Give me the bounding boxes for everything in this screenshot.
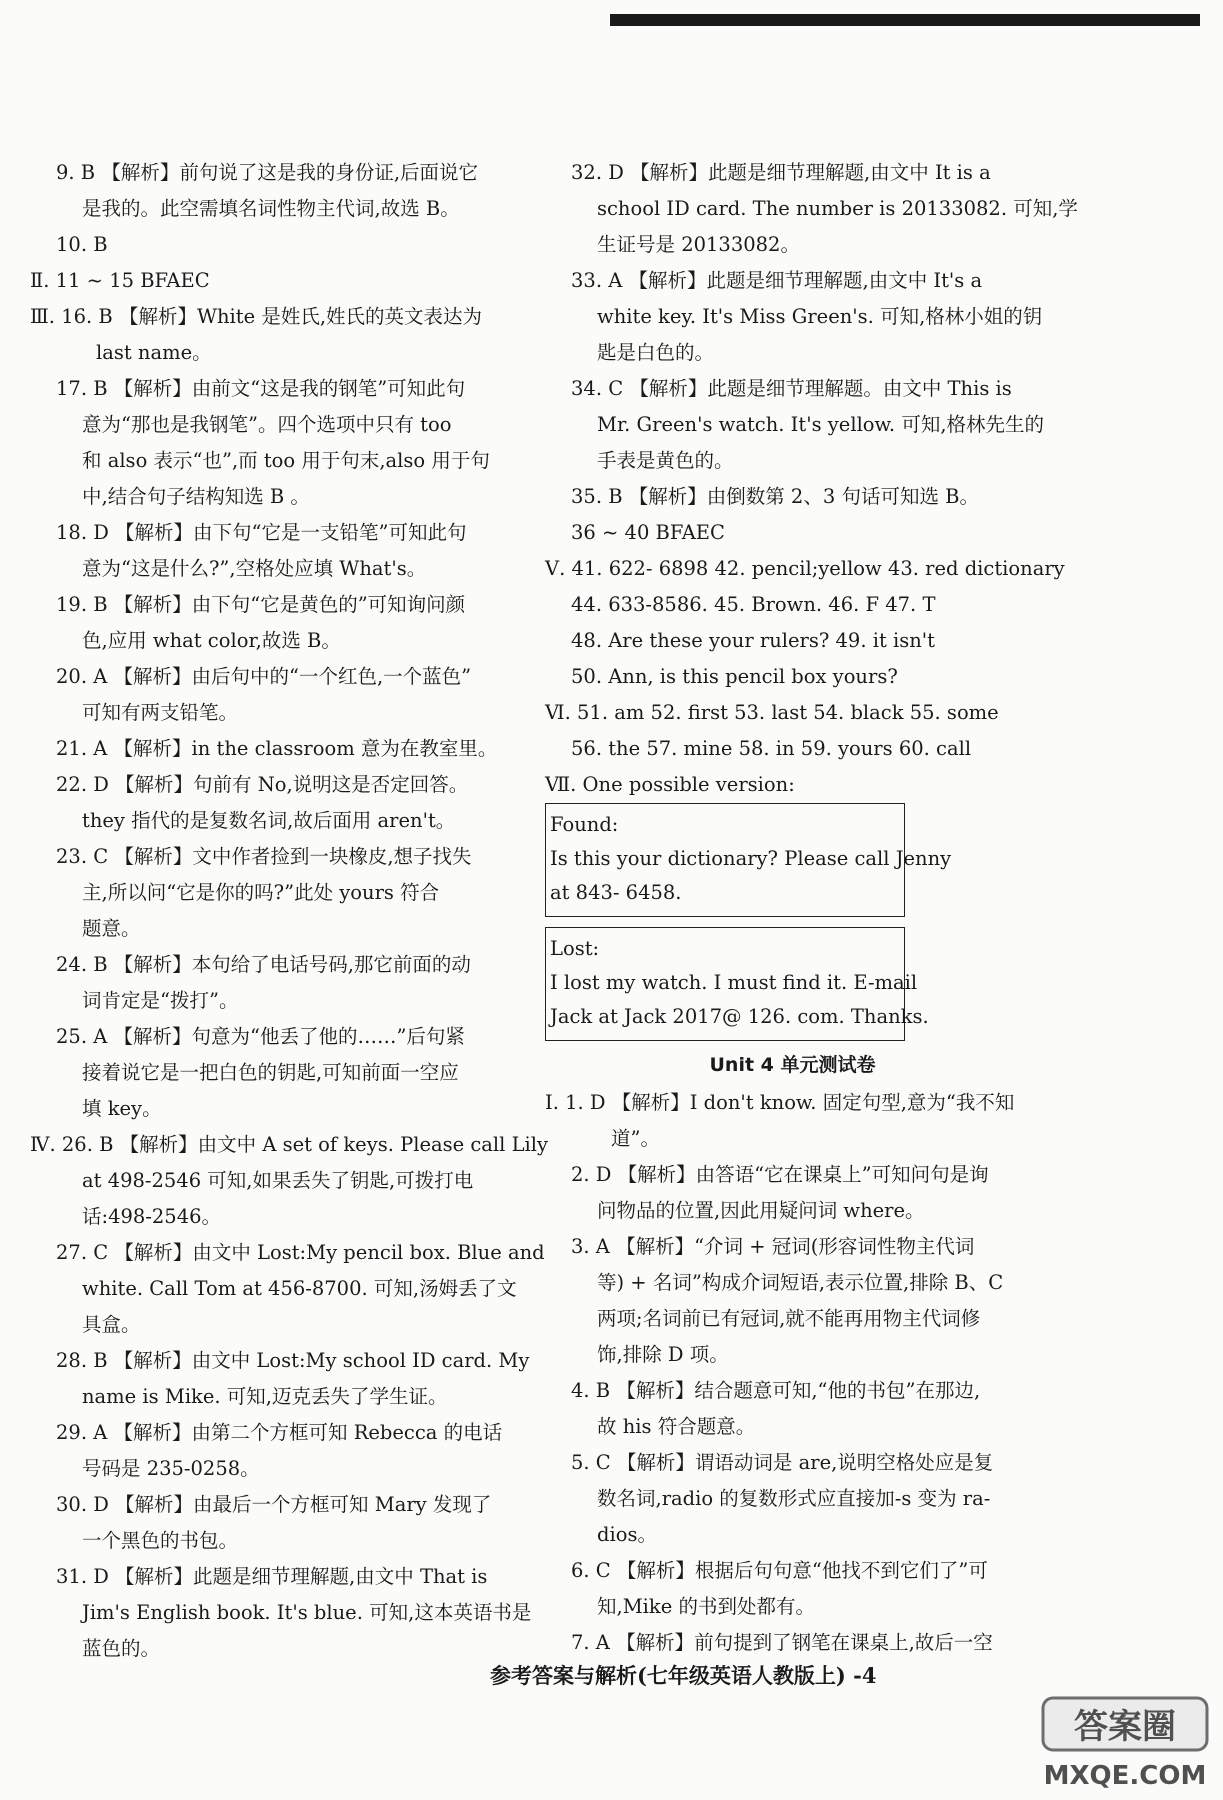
answer-line: name is Mike. 可知,迈克丢失了学生证。	[82, 1385, 448, 1408]
top-rule	[610, 14, 1200, 26]
answer-line: 号码是 235-0258。	[82, 1457, 260, 1480]
answer-line: 故 his 符合题意。	[597, 1415, 756, 1438]
answer-line: 28. B 【解析】由文中 Lost:My school ID card. My	[56, 1349, 530, 1372]
section-heading: Ⅶ. One possible version:	[545, 773, 795, 796]
lost-box-line: I lost my watch. I must find it. E-mail	[550, 971, 918, 994]
answer-line: 4. B 【解析】结合题意可知,“他的书包”在那边,	[571, 1379, 981, 1402]
lost-notice-box	[545, 927, 929, 1041]
answer-line: 生证号是 20133082。	[597, 233, 800, 256]
answer-line: 具盒。	[82, 1313, 141, 1336]
answer-line: 知,Mike 的书到处都有。	[597, 1595, 815, 1618]
answer-line: 48. Are these your rulers? 49. it isn't	[571, 629, 935, 652]
answer-line: 色,应用 what color,故选 B。	[82, 629, 341, 652]
answer-line: Jim's English book. It's blue. 可知,这本英语书是	[82, 1601, 532, 1624]
answer-line: 一个黑色的书包。	[82, 1529, 239, 1552]
answer-line: 19. B 【解析】由下句“它是黄色的”可知询问颜	[56, 593, 466, 616]
unit-title: Unit 4 单元测试卷	[709, 1054, 876, 1076]
answer-line: 和 also 表示“也”,而 too 用于句末,also 用于句	[82, 449, 490, 472]
section-heading: Ⅰ. 1. D 【解析】I don't know. 固定句型,意为“我不知	[545, 1091, 1015, 1114]
answer-line: 2. D 【解析】由答语“它在课桌上”可知问句是询	[571, 1163, 989, 1186]
answer-line: 5. C 【解析】谓语动词是 are,说明空格处应是复	[571, 1451, 994, 1474]
answer-line: 词肯定是“拨打”。	[82, 989, 239, 1012]
answer-line: 20. A 【解析】由后句中的“一个红色,一个蓝色”	[56, 665, 472, 688]
answer-line: 27. C 【解析】由文中 Lost:My pencil box. Blue and	[56, 1241, 545, 1264]
answer-line: 56. the 57. mine 58. in 59. yours 60. call	[571, 737, 972, 760]
answer-line: 蓝色的。	[82, 1637, 161, 1660]
answer-line: 24. B 【解析】本句给了电话号码,那它前面的动	[56, 953, 471, 976]
answer-line: 23. C 【解析】文中作者捡到一块橡皮,想子找失	[56, 845, 472, 868]
answer-line: 35. B 【解析】由倒数第 2、3 句话可知选 B。	[571, 485, 979, 508]
answer-line: school ID card. The number is 20133082. 可知,学	[597, 197, 1078, 220]
answer-line: 是我的。此空需填名词性物主代词,故选 B。	[82, 197, 460, 220]
section-heading: Ⅵ. 51. am 52. first 53. last 54. black 55. some	[545, 701, 999, 724]
answer-line: 主,所以问“它是你的吗?”此处 yours 符合	[82, 881, 440, 904]
answer-line: 手表是黄色的。	[597, 449, 734, 472]
answer-line: white key. It's Miss Green's. 可知,格林小姐的钥	[597, 305, 1043, 328]
answer-line: 饰,排除 D 项。	[597, 1343, 729, 1366]
watermark-logo	[1035, 1688, 1215, 1798]
answer-line: 17. B 【解析】由前文“这是我的钢笔”可知此句	[56, 377, 466, 400]
answer-line: 30. D 【解析】由最后一个方框可知 Mary 发现了	[56, 1493, 492, 1516]
found-box-line: at 843- 6458.	[550, 881, 682, 904]
answer-line: 33. A 【解析】此题是细节理解题,由文中 It's a	[571, 269, 983, 292]
lost-box-line: Jack at Jack 2017@ 126. com. Thanks.	[550, 1005, 929, 1028]
answer-line: 10. B	[56, 233, 108, 256]
watermark-top-text: 答案圈	[1074, 1707, 1176, 1747]
answer-line: 36 ~ 40 BFAEC	[571, 521, 725, 544]
answer-line: 25. A 【解析】句意为“他丢了他的……”后句紧	[56, 1025, 465, 1048]
section-heading: Ⅴ. 41. 622- 6898 42. pencil;yellow 43. red dictionary	[545, 557, 1065, 580]
answer-line: 意为“那也是我钢笔”。四个选项中只有 too	[82, 413, 452, 436]
answer-line: 9. B 【解析】前句说了这是我的身份证,后面说它	[56, 161, 479, 184]
answer-line: 接着说它是一把白色的钥匙,可知前面一空应	[82, 1061, 459, 1084]
answer-line: 数名词,radio 的复数形式应直接加-s 变为 ra-	[597, 1487, 991, 1510]
answer-line: 31. D 【解析】此题是细节理解题,由文中 That is	[56, 1565, 488, 1588]
answer-line: they 指代的是复数名词,故后面用 aren't。	[82, 809, 456, 832]
answer-line: 中,结合句子结构知选 B 。	[82, 485, 310, 508]
answer-line: 两项;名词前已有冠词,就不能再用物主代词修	[597, 1307, 981, 1330]
right-column	[545, 155, 1078, 1661]
answer-line: dios。	[597, 1523, 657, 1546]
found-box-line: Found:	[550, 813, 619, 836]
answer-line: 道”。	[611, 1127, 660, 1150]
section-heading: Ⅳ. 26. B 【解析】由文中 A set of keys. Please call Lily	[30, 1133, 549, 1156]
found-notice-box	[545, 803, 952, 917]
section-heading: Ⅱ. 11 ~ 15 BFAEC	[30, 269, 210, 292]
answer-line: 7. A 【解析】前句提到了钢笔在课桌上,故后一空	[571, 1631, 993, 1654]
answer-line: 话:498-2546。	[82, 1205, 222, 1228]
answer-line: 44. 633-8586. 45. Brown. 46. F 47. T	[571, 593, 936, 616]
answer-line: 问物品的位置,因此用疑问词 where。	[597, 1199, 925, 1222]
answer-line: 6. C 【解析】根据后句句意“他找不到它们了”可	[571, 1559, 988, 1582]
answer-line: last name。	[96, 341, 212, 364]
answer-line: Mr. Green's watch. It's yellow. 可知,格林先生的	[597, 413, 1045, 436]
watermark-bottom-text: MXQE.COM	[1043, 1761, 1207, 1791]
answer-line: 32. D 【解析】此题是细节理解题,由文中 It is a	[571, 161, 991, 184]
answer-line: 题意。	[82, 917, 141, 940]
answer-line: 21. A 【解析】in the classroom 意为在教室里。	[56, 737, 498, 760]
answer-line: 填 key。	[82, 1097, 162, 1120]
answer-line: 50. Ann, is this pencil box yours?	[571, 665, 898, 688]
answer-line: 29. A 【解析】由第二个方框可知 Rebecca 的电话	[56, 1421, 503, 1444]
answer-line: 3. A 【解析】“介词 + 冠词(形容词性物主代词	[571, 1235, 975, 1258]
lost-box-line: Lost:	[550, 937, 600, 960]
answer-line: 34. C 【解析】此题是细节理解题。由文中 This is	[571, 377, 1012, 400]
found-box-line: Is this your dictionary? Please call Jenny	[550, 847, 952, 870]
answer-line: at 498-2546 可知,如果丢失了钥匙,可拨打电	[82, 1169, 474, 1192]
page-footer: 参考答案与解析(七年级英语人教版上) -4	[490, 1663, 877, 1688]
answer-line: 意为“这是什么?”,空格处应填 What's。	[82, 557, 427, 580]
answer-line: 可知有两支铅笔。	[82, 701, 239, 724]
left-column	[30, 155, 549, 1667]
answer-line: 22. D 【解析】句前有 No,说明这是否定回答。	[56, 773, 469, 796]
section-heading: Ⅲ. 16. B 【解析】White 是姓氏,姓氏的英文表达为	[30, 305, 483, 328]
answer-line: 匙是白色的。	[597, 341, 715, 364]
answer-line: white. Call Tom at 456-8700. 可知,汤姆丢了文	[82, 1277, 517, 1300]
answer-line: 等) + 名词”构成介词短语,表示位置,排除 B、C	[597, 1271, 1004, 1294]
answer-line: 18. D 【解析】由下句“它是一支铅笔”可知此句	[56, 521, 467, 544]
